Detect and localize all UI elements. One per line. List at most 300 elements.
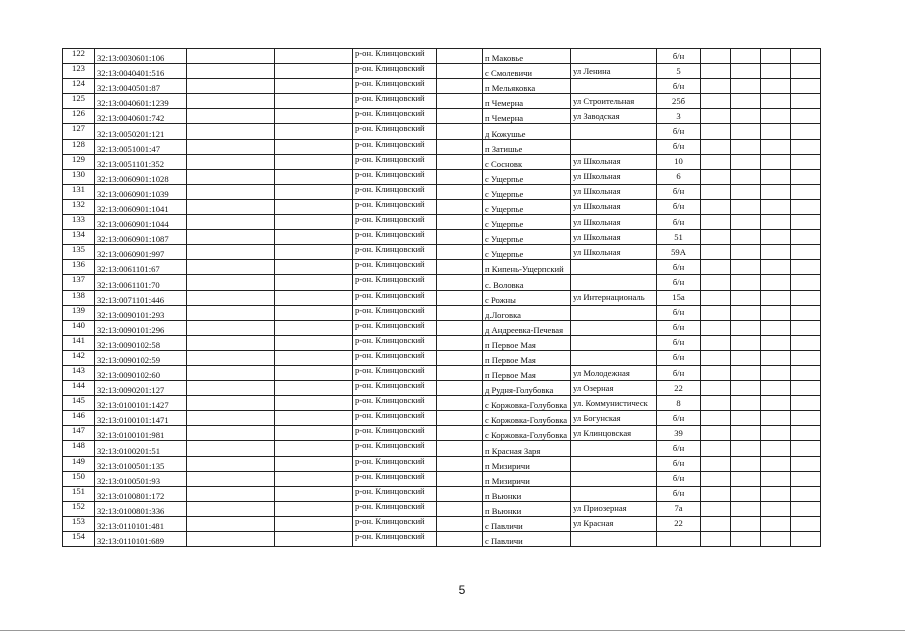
street-cell: ул Приозерная (571, 501, 657, 516)
street-cell: ул Молодежная (571, 365, 657, 380)
empty-cell (275, 184, 353, 199)
table-row (63, 426, 821, 441)
row-number-cell: 145 (63, 396, 95, 411)
cadastral-number-cell: 32:13:0090201:127 (95, 381, 187, 396)
house-number-cell: 25б (657, 94, 701, 109)
empty-cell (761, 109, 791, 124)
row-number-cell: 135 (63, 245, 95, 260)
empty-cell (731, 290, 761, 305)
empty-cell (437, 124, 483, 139)
cadastral-number-cell: 32:13:0061101:67 (95, 260, 187, 275)
row-number-cell: 144 (63, 381, 95, 396)
empty-cell (275, 215, 353, 230)
empty-cell (701, 516, 731, 531)
cadastral-number-cell: 32:13:0090101:293 (95, 305, 187, 320)
street-cell (571, 124, 657, 139)
empty-cell (731, 365, 761, 380)
empty-cell (275, 290, 353, 305)
empty-cell (437, 109, 483, 124)
cadastral-number-cell: 32:13:0061101:70 (95, 275, 187, 290)
empty-cell (791, 320, 821, 335)
register-rows (63, 49, 821, 547)
cadastral-number-cell: 32:13:0090102:58 (95, 335, 187, 350)
region-cell: р-он. Клинцовский (353, 49, 437, 64)
row-number-cell: 151 (63, 486, 95, 501)
row-number-cell: 146 (63, 411, 95, 426)
empty-cell (187, 260, 275, 275)
row-number-cell: 140 (63, 320, 95, 335)
row-number-cell: 133 (63, 215, 95, 230)
house-number-cell: 59А (657, 245, 701, 260)
house-number-cell: 15а (657, 290, 701, 305)
street-cell: ул Заводская (571, 109, 657, 124)
cadastral-number-cell: 32:13:0110101:481 (95, 516, 187, 531)
street-cell: ул Школьная (571, 230, 657, 245)
empty-cell (701, 486, 731, 501)
region-cell: р-он. Клинцовский (353, 381, 437, 396)
settlement-cell: с Ущерпье (483, 230, 571, 245)
table-row (63, 471, 821, 486)
settlement-cell: п Первое Мая (483, 335, 571, 350)
table-row (63, 184, 821, 199)
empty-cell (701, 64, 731, 79)
row-number-cell: 125 (63, 94, 95, 109)
empty-cell (791, 426, 821, 441)
cadastral-number-cell: 32:13:0040401:516 (95, 64, 187, 79)
house-number-cell: б/н (657, 441, 701, 456)
empty-cell (187, 169, 275, 184)
region-cell: р-он. Клинцовский (353, 184, 437, 199)
empty-cell (437, 215, 483, 230)
empty-cell (437, 456, 483, 471)
street-cell (571, 532, 657, 547)
row-number-cell: 123 (63, 64, 95, 79)
empty-cell (187, 365, 275, 380)
house-number-cell: б/н (657, 411, 701, 426)
settlement-cell: п Чемерна (483, 109, 571, 124)
cadastral-number-cell: 32:13:0090102:59 (95, 350, 187, 365)
empty-cell (701, 109, 731, 124)
cadastral-number-cell: 32:13:0060901:1087 (95, 230, 187, 245)
empty-cell (187, 124, 275, 139)
house-number-cell: б/н (657, 335, 701, 350)
settlement-cell: с Коржовка-Голубовка (483, 426, 571, 441)
cadastral-number-cell: 32:13:0040601:1239 (95, 94, 187, 109)
settlement-cell: с Павличи (483, 532, 571, 547)
empty-cell (701, 245, 731, 260)
empty-cell (701, 215, 731, 230)
cadastral-number-cell: 32:13:0100801:172 (95, 486, 187, 501)
empty-cell (761, 471, 791, 486)
settlement-cell: с Ущерпье (483, 215, 571, 230)
empty-cell (275, 230, 353, 245)
street-cell (571, 49, 657, 64)
house-number-cell: б/н (657, 79, 701, 94)
empty-cell (187, 381, 275, 396)
region-cell: р-он. Клинцовский (353, 335, 437, 350)
cadastral-number-cell: 32:13:0040601:742 (95, 109, 187, 124)
empty-cell (275, 169, 353, 184)
street-cell (571, 335, 657, 350)
region-cell: р-он. Клинцовский (353, 94, 437, 109)
house-number-cell: б/н (657, 365, 701, 380)
empty-cell (187, 199, 275, 214)
empty-cell (187, 49, 275, 64)
empty-cell (731, 260, 761, 275)
empty-cell (187, 64, 275, 79)
street-cell: ул Школьная (571, 199, 657, 214)
empty-cell (791, 245, 821, 260)
empty-cell (731, 305, 761, 320)
row-number-cell: 147 (63, 426, 95, 441)
settlement-cell: д Рудня-Голубовка (483, 381, 571, 396)
region-cell: р-он. Клинцовский (353, 486, 437, 501)
empty-cell (791, 486, 821, 501)
house-number-cell: 22 (657, 516, 701, 531)
empty-cell (187, 184, 275, 199)
house-number-cell: б/н (657, 275, 701, 290)
cadastral-number-cell: 32:13:0100101:1471 (95, 411, 187, 426)
empty-cell (187, 411, 275, 426)
cadastral-number-cell: 32:13:0060901:1044 (95, 215, 187, 230)
house-number-cell: 7а (657, 501, 701, 516)
empty-cell (701, 290, 731, 305)
row-number-cell: 124 (63, 79, 95, 94)
region-cell: р-он. Клинцовский (353, 154, 437, 169)
row-number-cell: 130 (63, 169, 95, 184)
empty-cell (701, 260, 731, 275)
row-number-cell: 152 (63, 501, 95, 516)
empty-cell (791, 335, 821, 350)
empty-cell (275, 305, 353, 320)
region-cell: р-он. Клинцовский (353, 275, 437, 290)
empty-cell (761, 275, 791, 290)
region-cell: р-он. Клинцовский (353, 471, 437, 486)
empty-cell (701, 94, 731, 109)
region-cell: р-он. Клинцовский (353, 305, 437, 320)
empty-cell (731, 486, 761, 501)
empty-cell (187, 320, 275, 335)
house-number-cell: 51 (657, 230, 701, 245)
empty-cell (761, 516, 791, 531)
house-number-cell: б/н (657, 184, 701, 199)
row-number-cell: 136 (63, 260, 95, 275)
empty-cell (275, 335, 353, 350)
empty-cell (275, 109, 353, 124)
empty-cell (791, 350, 821, 365)
cadastral-number-cell: 32:13:0100101:981 (95, 426, 187, 441)
empty-cell (761, 426, 791, 441)
empty-cell (275, 79, 353, 94)
house-number-cell: 8 (657, 396, 701, 411)
table-row (63, 290, 821, 305)
settlement-cell: с Ущерпье (483, 199, 571, 214)
empty-cell (187, 94, 275, 109)
region-cell: р-он. Клинцовский (353, 426, 437, 441)
cadastral-number-cell: 32:13:0051001:47 (95, 139, 187, 154)
empty-cell (187, 396, 275, 411)
region-cell: р-он. Клинцовский (353, 79, 437, 94)
table-row (63, 381, 821, 396)
row-number-cell: 129 (63, 154, 95, 169)
empty-cell (761, 456, 791, 471)
empty-cell (791, 471, 821, 486)
empty-cell (701, 49, 731, 64)
property-register-table (62, 48, 821, 547)
table-row (63, 154, 821, 169)
region-cell: р-он. Клинцовский (353, 124, 437, 139)
empty-cell (275, 532, 353, 547)
empty-cell (731, 124, 761, 139)
empty-cell (761, 350, 791, 365)
cadastral-number-cell: 32:13:0100501:93 (95, 471, 187, 486)
settlement-cell: п Кипень-Ущерпский (483, 260, 571, 275)
empty-cell (275, 275, 353, 290)
empty-cell (791, 94, 821, 109)
region-cell: р-он. Клинцовский (353, 365, 437, 380)
empty-cell (701, 441, 731, 456)
empty-cell (187, 305, 275, 320)
empty-cell (731, 64, 761, 79)
empty-cell (731, 396, 761, 411)
empty-cell (791, 215, 821, 230)
street-cell (571, 441, 657, 456)
empty-cell (791, 109, 821, 124)
empty-cell (187, 335, 275, 350)
empty-cell (437, 199, 483, 214)
empty-cell (761, 532, 791, 547)
row-number-cell: 127 (63, 124, 95, 139)
empty-cell (791, 139, 821, 154)
empty-cell (701, 275, 731, 290)
street-cell: ул Ленина (571, 64, 657, 79)
empty-cell (275, 516, 353, 531)
empty-cell (731, 245, 761, 260)
table-row (63, 441, 821, 456)
house-number-cell: 22 (657, 381, 701, 396)
empty-cell (761, 305, 791, 320)
region-cell: р-он. Клинцовский (353, 396, 437, 411)
settlement-cell: с Сосновк (483, 154, 571, 169)
empty-cell (275, 49, 353, 64)
row-number-cell: 132 (63, 199, 95, 214)
settlement-cell: д Кожушье (483, 124, 571, 139)
empty-cell (731, 350, 761, 365)
region-cell: р-он. Клинцовский (353, 320, 437, 335)
page-number: 5 (458, 583, 466, 597)
region-cell: р-он. Клинцовский (353, 199, 437, 214)
empty-cell (187, 139, 275, 154)
empty-cell (761, 381, 791, 396)
register-sheet (62, 48, 821, 547)
settlement-cell: п Мизиричи (483, 456, 571, 471)
cadastral-number-cell: 32:13:0110101:689 (95, 532, 187, 547)
empty-cell (437, 471, 483, 486)
empty-cell (731, 456, 761, 471)
empty-cell (187, 245, 275, 260)
empty-cell (275, 456, 353, 471)
settlement-cell: п Вьюнки (483, 486, 571, 501)
empty-cell (275, 350, 353, 365)
empty-cell (761, 49, 791, 64)
empty-cell (437, 139, 483, 154)
empty-cell (437, 381, 483, 396)
empty-cell (187, 230, 275, 245)
settlement-cell: с Ущерпье (483, 245, 571, 260)
street-cell: ул Строительная (571, 94, 657, 109)
empty-cell (791, 365, 821, 380)
empty-cell (791, 411, 821, 426)
empty-cell (791, 381, 821, 396)
table-row (63, 335, 821, 350)
empty-cell (761, 64, 791, 79)
street-cell (571, 350, 657, 365)
region-cell: р-он. Клинцовский (353, 260, 437, 275)
street-cell (571, 305, 657, 320)
empty-cell (731, 49, 761, 64)
empty-cell (701, 154, 731, 169)
empty-cell (437, 516, 483, 531)
empty-cell (187, 501, 275, 516)
table-row (63, 79, 821, 94)
settlement-cell: п Красная Заря (483, 441, 571, 456)
settlement-cell: п Затишье (483, 139, 571, 154)
empty-cell (761, 260, 791, 275)
street-cell: ул Озерная (571, 381, 657, 396)
empty-cell (187, 441, 275, 456)
cadastral-number-cell: 32:13:0050201:121 (95, 124, 187, 139)
house-number-cell: 6 (657, 169, 701, 184)
empty-cell (187, 275, 275, 290)
empty-cell (731, 501, 761, 516)
house-number-cell: б/н (657, 139, 701, 154)
street-cell: ул Интернациональ (571, 290, 657, 305)
empty-cell (761, 396, 791, 411)
region-cell: р-он. Клинцовский (353, 441, 437, 456)
empty-cell (701, 199, 731, 214)
cadastral-number-cell: 32:13:0100201:51 (95, 441, 187, 456)
house-number-cell: б/н (657, 124, 701, 139)
empty-cell (701, 532, 731, 547)
row-number-cell: 122 (63, 49, 95, 64)
table-row (63, 350, 821, 365)
empty-cell (761, 199, 791, 214)
street-cell: ул Богунская (571, 411, 657, 426)
scan-edge-line (0, 630, 905, 631)
row-number-cell: 139 (63, 305, 95, 320)
house-number-cell: 3 (657, 109, 701, 124)
empty-cell (761, 169, 791, 184)
empty-cell (791, 124, 821, 139)
empty-cell (791, 441, 821, 456)
cadastral-number-cell: 32:13:0090101:296 (95, 320, 187, 335)
table-row (63, 139, 821, 154)
empty-cell (761, 184, 791, 199)
street-cell: ул Школьная (571, 215, 657, 230)
empty-cell (701, 305, 731, 320)
house-number-cell: б/н (657, 350, 701, 365)
empty-cell (437, 305, 483, 320)
house-number-cell (657, 532, 701, 547)
cadastral-number-cell: 32:13:0090102:60 (95, 365, 187, 380)
empty-cell (437, 245, 483, 260)
settlement-cell: с. Воловка (483, 275, 571, 290)
region-cell: р-он. Клинцовский (353, 516, 437, 531)
row-number-cell: 126 (63, 109, 95, 124)
region-cell: р-он. Клинцовский (353, 501, 437, 516)
cadastral-number-cell: 32:13:0040501:87 (95, 79, 187, 94)
street-cell (571, 471, 657, 486)
street-cell (571, 260, 657, 275)
table-row (63, 64, 821, 79)
empty-cell (275, 381, 353, 396)
row-number-cell: 148 (63, 441, 95, 456)
empty-cell (731, 199, 761, 214)
empty-cell (275, 411, 353, 426)
cadastral-number-cell: 32:13:0100101:1427 (95, 396, 187, 411)
empty-cell (437, 94, 483, 109)
house-number-cell: б/н (657, 471, 701, 486)
cadastral-number-cell: 32:13:0030601:106 (95, 49, 187, 64)
empty-cell (275, 124, 353, 139)
settlement-cell: п Маковье (483, 49, 571, 64)
empty-cell (701, 79, 731, 94)
empty-cell (761, 230, 791, 245)
empty-cell (701, 169, 731, 184)
empty-cell (761, 290, 791, 305)
empty-cell (437, 320, 483, 335)
empty-cell (437, 365, 483, 380)
table-row (63, 305, 821, 320)
cadastral-number-cell: 32:13:0060901:1039 (95, 184, 187, 199)
empty-cell (731, 275, 761, 290)
empty-cell (701, 335, 731, 350)
row-number-cell: 150 (63, 471, 95, 486)
empty-cell (761, 486, 791, 501)
region-cell: р-он. Клинцовский (353, 411, 437, 426)
settlement-cell: с Коржовка-Голубовка (483, 396, 571, 411)
empty-cell (701, 320, 731, 335)
empty-cell (437, 426, 483, 441)
table-row (63, 124, 821, 139)
empty-cell (701, 230, 731, 245)
empty-cell (791, 396, 821, 411)
settlement-cell: с Павличи (483, 516, 571, 531)
empty-cell (761, 501, 791, 516)
region-cell: р-он. Клинцовский (353, 64, 437, 79)
settlement-cell: с Рожны (483, 290, 571, 305)
empty-cell (791, 64, 821, 79)
empty-cell (437, 184, 483, 199)
table-row (63, 516, 821, 531)
empty-cell (761, 335, 791, 350)
cadastral-number-cell: 32:13:0100801:336 (95, 501, 187, 516)
table-row (63, 109, 821, 124)
empty-cell (275, 320, 353, 335)
empty-cell (731, 184, 761, 199)
empty-cell (437, 260, 483, 275)
table-row (63, 260, 821, 275)
settlement-cell: п Вьюнки (483, 501, 571, 516)
empty-cell (791, 305, 821, 320)
empty-cell (731, 215, 761, 230)
empty-cell (275, 426, 353, 441)
empty-cell (701, 396, 731, 411)
table-row (63, 275, 821, 290)
empty-cell (731, 516, 761, 531)
table-row (63, 49, 821, 64)
empty-cell (761, 365, 791, 380)
